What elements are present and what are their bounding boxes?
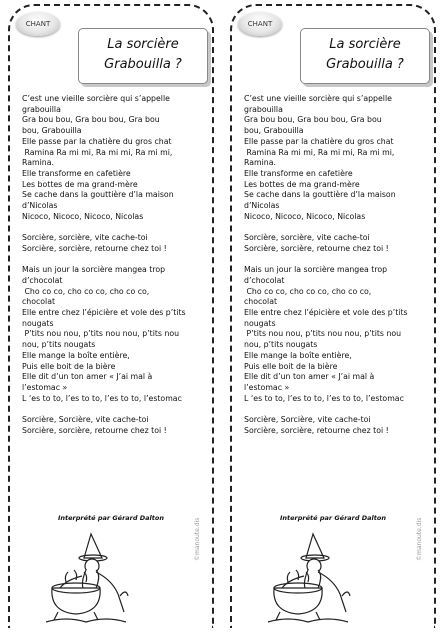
chant-badge: CHANT [16,12,60,36]
lyric-line: Elle passe par la chatière du gros chat [244,136,394,146]
bookmark-card-right [230,4,436,628]
performer-credit: Interprété par Gérard Dalton [58,514,164,522]
lyric-line: grabouilla [244,104,283,114]
chant-badge: CHANT [238,12,282,36]
lyric-line: Elle mange la boîte entière, [244,350,352,360]
lyric-line: Ramina. [244,158,276,168]
lyric-line: Sorcière, Sorcière, vite cache-toi [244,415,371,425]
witch-cauldron-illustration [258,526,358,626]
lyric-line: d’Nicolas [22,201,58,211]
lyric-line: Gra bou bou, Gra bou bou, Gra bou [22,115,160,125]
lyric-line: Se cache dans la gouttière d’la maison [244,190,396,200]
lyric-line: Elle entre chez l’épicière et vole des p’tits [244,308,408,318]
lyric-line: nougats [22,318,54,328]
lyric-line: Sorcière, sorcière, retourne chez toi ! [22,425,167,435]
lyric-line: Puis elle boit de la bière [22,361,116,371]
lyric-line: Sorcière, sorcière, retourne chez toi ! [244,243,389,253]
lyric-line: C’est une vieille sorcière qui s’appelle [244,94,392,103]
lyric-line: Gra bou bou, Gra bou bou, Gra bou [244,115,382,125]
lyric-line: Sorcière, Sorcière, vite cache-toi [22,415,149,425]
lyric-line: Elle dit d’un ton amer « J’ai mal à [22,372,153,382]
lyric-line: P’tits nou nou, p’tits nou nou, p’tits nou [244,329,402,339]
lyric-line: nou, p’tits nougats [244,340,318,350]
song-title-line2: Grabouilla ? [326,57,404,72]
lyric-line: Cho co co, cho co co, cho co co, [22,286,150,296]
lyric-line: d’chocolat [244,275,285,285]
lyric-line: Nicoco, Nicoco, Nicoco, Nicolas [244,211,366,221]
song-title-line2: Grabouilla ? [104,57,182,72]
lyric-line: L ‘es to to, l’es to to, l’es to to, l’estomac [244,393,404,403]
lyric-line: Nicoco, Nicoco, Nicoco, Nicolas [22,211,144,221]
lyrics-block [244,94,436,436]
lyric-line: Ramina. [22,158,54,168]
lyric-line: Sorcière, sorcière, retourne chez toi ! [22,243,167,253]
lyric-line: Ramina Ra mi mi, Ra mi mi, Ra mi mi, [244,147,395,157]
lyric-line: l’estomac » [244,382,290,392]
song-title-line1: La sorcière [329,37,401,52]
lyric-line: d’chocolat [22,275,63,285]
lyric-line: nou, p’tits nougats [22,340,96,350]
lyric-line: Elle dit d’un ton amer « J’ai mal à [244,372,375,382]
lyric-line: nougats [244,318,276,328]
lyric-line: Sorcière, sorcière, vite cache-toi [22,233,148,243]
performer-credit: Interprété par Gérard Dalton [280,514,386,522]
lyric-line [22,222,214,233]
lyric-line: Sorcière, sorcière, vite cache-toi [244,233,370,243]
lyric-line: chocolat [22,297,56,307]
lyrics-block [22,94,214,436]
lyric-line [22,255,214,266]
lyric-line: Elle transforme en cafetière [244,168,353,178]
lyric-line: Elle mange la boîte entière, [22,350,130,360]
song-title-line1: La sorcière [107,37,179,52]
lyric-line: Elle entre chez l’épicière et vole des p’tits [22,308,186,318]
bookmark-card-left [8,4,214,628]
lyric-line [244,255,436,266]
watermark: ©manoute.dis [416,517,423,561]
lyric-line: Elle transforme en cafetière [22,168,131,178]
lyric-line: P’tits nou nou, p’tits nou nou, p’tits nou [22,329,180,339]
lyric-line: bou, Grabouilla [244,126,304,136]
lyric-line: grabouilla [22,104,61,114]
lyric-line: Ramina Ra mi mi, Ra mi mi, Ra mi mi, [22,147,173,157]
lyric-line: chocolat [244,297,278,307]
lyric-line: L ‘es to to, l’es to to, l’es to to, l’estomac [22,393,182,403]
watermark: ©manoute.dis [194,517,201,561]
lyric-line [244,222,436,233]
lyric-line: bou, Grabouilla [22,126,82,136]
lyric-line [244,404,436,415]
song-title-box [300,28,430,84]
witch-cauldron-illustration [36,526,136,626]
lyric-line: Cho co co, cho co co, cho co co, [244,286,372,296]
lyric-line: Elle passe par la chatière du gros chat [22,136,172,146]
lyric-line: Les bottes de ma grand-mère [22,179,138,189]
lyric-line: Les bottes de ma grand-mère [244,179,360,189]
lyric-line: Sorcière, sorcière, retourne chez toi ! [244,425,389,435]
lyric-line: Mais un jour la sorcière mangea trop [244,265,388,275]
lyric-line: Mais un jour la sorcière mangea trop [22,265,166,275]
lyric-line: C’est une vieille sorcière qui s’appelle [22,94,170,103]
lyric-line: l’estomac » [22,382,68,392]
song-title-box [78,28,208,84]
lyric-line [22,404,214,415]
lyric-line: Se cache dans la gouttière d’la maison [22,190,174,200]
lyric-line: Puis elle boit de la bière [244,361,338,371]
lyric-line: d’Nicolas [244,201,280,211]
